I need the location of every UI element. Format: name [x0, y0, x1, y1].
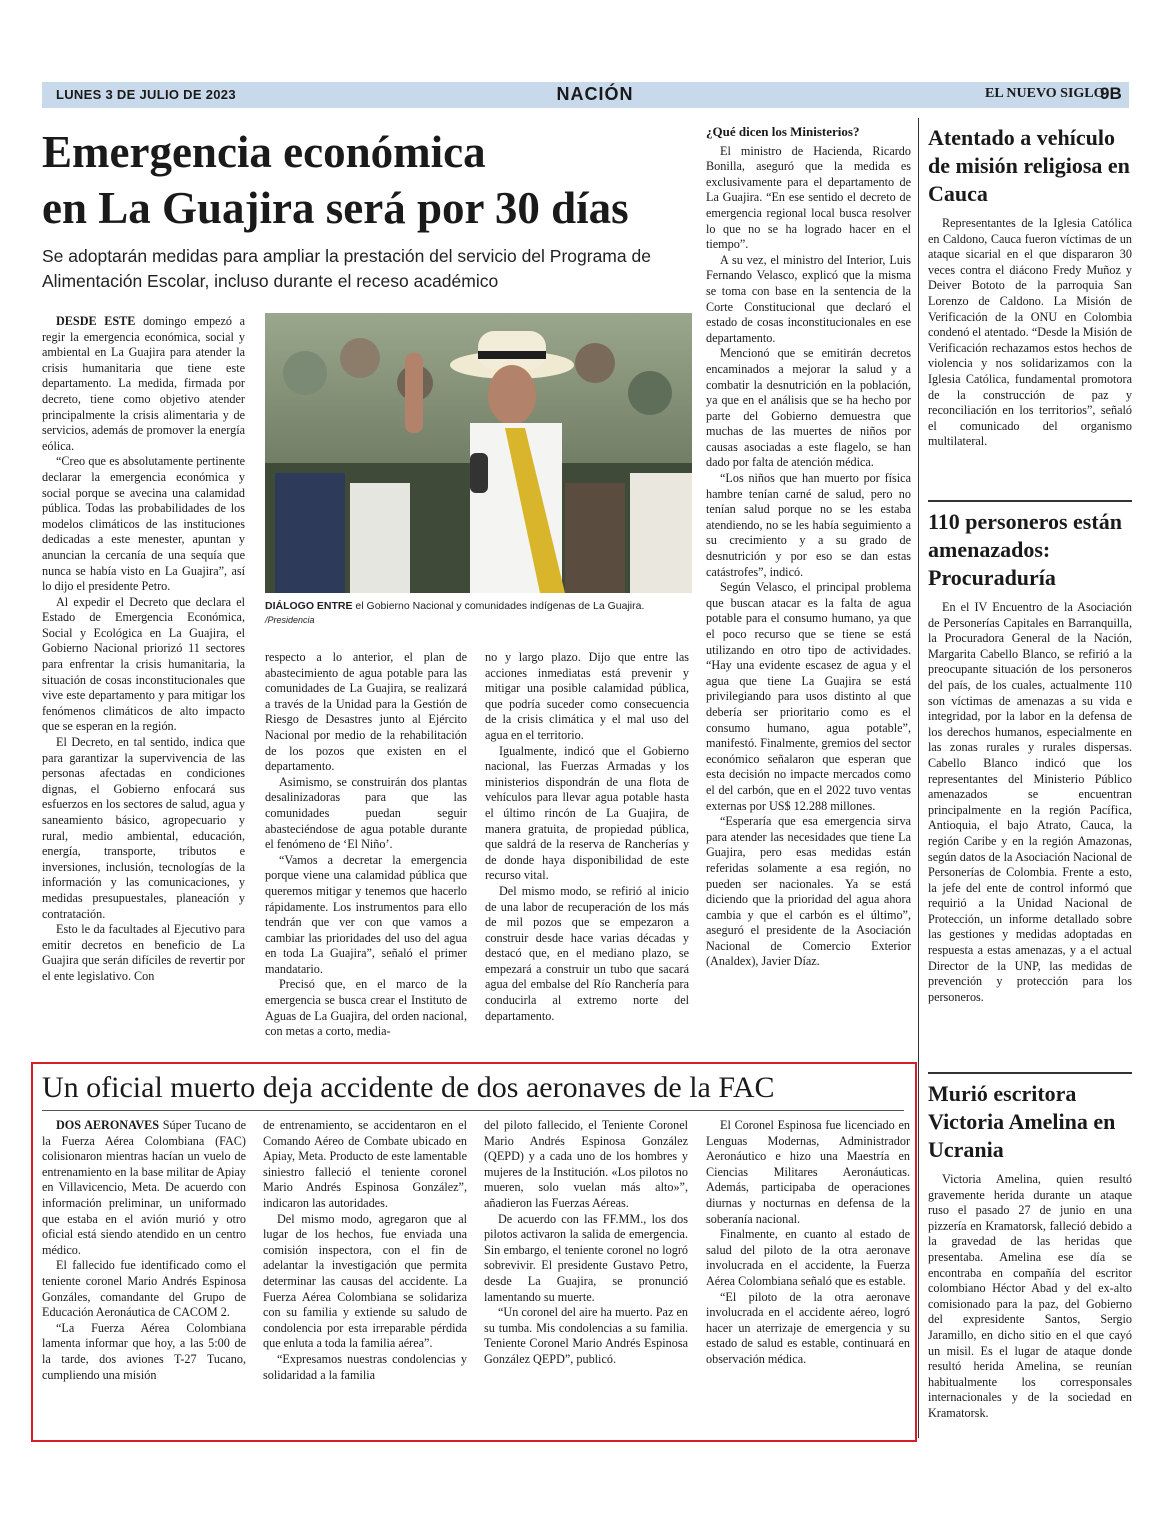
paragraph	[706, 814, 911, 970]
paragraph-text: El Coronel Espinosa fue licenciado en Lenguas Modernas, Administrador Aeronáutico e hizo una Maestría en Ciencias Militares Aeronáuticas. Además, participaba de operaciones diurnas y nocturnas en defensa de la soberanía nacional.	[706, 1118, 910, 1226]
paragraph-text: domingo empezó a regir la emergencia económica, social y ambiental en La Guajira para atender la crisis humanitaria que tiene este departamento. La medida, firmada por decreto, tiene como objetivo atender principalmente la crisis alimentaria y de servicios, además de promover la energía eólica.	[42, 314, 246, 453]
sidebar-separator-2	[928, 1072, 1132, 1074]
paragraph-text: Finalmente, en cuanto al estado de salud del piloto de la otra aeronave involucrada en el accidente, la Fuerza Aérea Colombiana señaló que es estable.	[706, 1227, 910, 1288]
paragraph	[42, 595, 245, 735]
paragraph-text: “Expresamos nuestras condolencias y solidaridad a la familia	[263, 1351, 467, 1382]
paragraph-text: Igualmente, indicó que el Gobierno nacional, las Fuerzas Armadas y los ministerios dispondrán de una flota de vehículos para llevar agua potable hasta el último rincón de La Guajira, de manera gratuita, de propiedad pública, que saldrá de la reserva de Rancherías y de donde haya disponibilidad de este recurso vital.	[485, 743, 689, 883]
paragraph-text: Asimismo, se construirán dos plantas desalinizadoras para que las comunidades puedan seguir abasteciéndose de agua potable durante el fenómeno de ‘El Niño’.	[265, 774, 467, 852]
paragraph	[265, 977, 467, 1039]
fac-headline-rule	[42, 1110, 904, 1111]
paragraph-text: “Esperaría que esa emergencia sirva para atender las necesidades que tiene La Guajira, pero esas medidas están referidas solamente a esa región, no pueden ser nacionales. Ya se está diciendo que la prioridad del agua ahora cambia y que el carbón es el último”, aseguró el presidente de la Asociación Nacional de Comercio Exterior (Analdex), Javier Díaz.	[706, 814, 911, 969]
page-number: 9B	[1100, 84, 1122, 103]
fac-article-column-1	[42, 1118, 246, 1383]
paragraph	[42, 735, 245, 922]
paragraph-text: del piloto fallecido, el Teniente Coronel Mario Andrés Espinosa González (QEPD) y a cada uno de los hombres y mujeres de la Institución. «Los pilotos no mueren, solo vuelan más alto»”, añadieron las Fuerzas Aéreas.	[484, 1118, 688, 1210]
paragraph	[265, 650, 467, 775]
paragraph	[42, 922, 245, 984]
paragraph	[265, 853, 467, 978]
caption-text: el Gobierno Nacional y comunidades indígenas de La Guajira.	[352, 600, 645, 612]
paragraph-text: El Decreto, en tal sentido, indica que para garantizar la supervivencia de las personas afectadas en condiciones dignas, el Gobierno enfocará sus esfuerzos en los sectores de salud, agua y saneamiento básico, agropecuario y rural, medio ambiental, educación, energía, transporte, tributos e inversiones, inclusión, tecnologías de la información y las comunicaciones, y medidas presupuestales, planeación y contratación.	[42, 735, 245, 921]
paragraph-text: Súper Tucano de la Fuerza Aérea Colombiana (FAC) colisionaron mientras hacían un vuelo de entrenamiento en la base militar de Apiay en Villavicencio, Meta. De acuerdo con información preliminar, un uniformado que estaba en el avión murió y otro oficial está siendo atendido en un centro médico.	[42, 1118, 246, 1257]
paragraph	[42, 1258, 246, 1320]
paragraph-text: “El piloto de la otra aeronave involucrada en el accidente aéreo, logró hacer un aterrizaje de emergencia y su estado de salud es estable, continuará en observación médica.	[706, 1289, 910, 1366]
paragraph	[263, 1352, 467, 1383]
paragraph-text: Precisó que, en el marco de la emergencia se busca crear el Instituto de Aguas de La Guajira, del orden nacional, con metas a corto, media-	[265, 977, 467, 1039]
fac-article-column-3	[484, 1118, 688, 1368]
main-headline-line1: Emergencia económica	[42, 127, 486, 177]
paragraph-text: Según Velasco, el principal problema que buscan atacar es la falta de agua potable para el consumo humano, ya que el poco recurso que se tiene se está utilizando en otro tipo de actividades. “Hay una evidente escasez de agua y el agua que tiene La Guajira se está privilegiando para usos distinto al que debería ser prioritario como es el consumo humano, agua potable”, manifestó. Finalmente, gremios del sector económico señalaron que esperan que esta decisión no impacte mercados como el del carbón, que en el 2022 tuvo ventas externas por US$ 12.288 millones.	[706, 580, 911, 813]
paragraph-text: Del mismo modo, se refirió al inicio de una labor de recuperación de los más de mil pozos que se empezaron a construir desde hace varias décadas y destacó que, en el mediano plazo, se empezará a construir un tubo que sacará agua del embalse del Río Ranchería para conducirla al extremo norte del departamento.	[485, 883, 689, 1023]
main-article-column-3	[485, 650, 689, 1024]
caption-lead: DIÁLOGO ENTRE	[265, 600, 353, 612]
paragraph	[42, 314, 245, 454]
sidebar-story-3-headline: Murió escritora Victoria Amelina en Ucrania	[928, 1081, 1116, 1162]
paragraph	[42, 454, 245, 594]
main-article-column-1	[42, 314, 245, 985]
paragraph	[706, 1118, 910, 1227]
paragraph	[263, 1212, 467, 1352]
paragraph	[485, 744, 689, 884]
paragraph	[706, 144, 911, 253]
paragraph	[706, 346, 911, 471]
photo-credit: /Presidencia	[265, 615, 315, 625]
main-deck: Se adoptarán medidas para ampliar la prestación del servicio del Programa de Alimentación Escolar, incluso durante el receso académico	[42, 246, 651, 291]
fac-headline: Un oficial muerto deja accidente de dos aeronaves de la FAC	[42, 1071, 775, 1104]
ministries-subhead: ¿Qué dicen los Ministerios?	[706, 124, 860, 139]
paragraph-text: El ministro de Hacienda, Ricardo Bonilla, aseguró que la medida es exclusivamente para el departamento de La Guajira. “En ese sentido el decreto de emergencia regional local busca resolver lo que no se ha logrado hacer en el tiempo”.	[706, 143, 911, 252]
sidebar-story-2-headline: 110 personeros están amenazados: Procuraduría	[928, 509, 1122, 590]
sidebar-separator-1	[928, 500, 1132, 502]
sidebar-story-1-text: Representantes de la Iglesia Católica en Caldono, Cauca fueron víctimas de un ataque sicarial en el que dispararon 30 veces contra el diácono Fredy Muñoz y Deiver Bototo de la parroquia San Lorenzo de Caldono. La Misión de Verificación de la ONU en Colombia condenó el atentado. “Desde la Misión de Verificación rechazamos estos hechos de violencia y nos solidarizamos con la Iglesia Católica, fundamental promotora de la construcción de paz y reconciliación en los territorios”, señaló el comunicado del organismo multilateral.	[928, 216, 1132, 449]
main-article-column-4-body	[706, 144, 911, 970]
paragraph-text: “La Fuerza Aérea Colombiana lamenta informar que hoy, a las 5:00 de la tarde, dos aviones T-27 Tucano, cumpliendo una misión	[42, 1320, 246, 1382]
paragraph	[706, 253, 911, 347]
paragraph-text: “Los niños que han muerto por física hambre tenían carné de salud, pero no tenían salud porque no se les estaba atendiendo, no se les había seguimiento a su crecimiento y a su grado de desnutrición y por eso se dan estas catástrofes”, indicó.	[706, 471, 911, 579]
paragraph-text: “Un coronel del aire ha muerto. Paz en su tumba. Mis condolencias a su familia. Teniente Coronel Mario Andrés Espinosa González QEPD”, publicó.	[484, 1305, 688, 1366]
paragraph	[484, 1118, 688, 1212]
sidebar-story-2	[928, 508, 1132, 1005]
paragraph-text: “Creo que es absolutamente pertinente declarar la emergencia económica y social porque se avecina una calamidad pública. Todas las probabilidades de los modelos climáticos de las instituciones dedicadas a este menester, apuntan y anuncian la cercanía de una sequía que nunca se había visto en La Guajira”, así lo dijo el presidente Petro.	[42, 454, 245, 594]
paragraph-text: Al expedir el Decreto que declara el Estado de Emergencia Económica, Social y Ecológica en La Guajira, el Gobierno Nacional priorizó 11 sectores para enfrentar la crisis humanitaria, la situación de cosas inconstitucionales que vive este departamento y para mitigar los fenómenos climáticos de alto impacto que se esperan en la región.	[42, 594, 245, 734]
paragraph	[42, 1118, 246, 1258]
sidebar-story-1	[928, 124, 1132, 450]
paragraph	[706, 471, 911, 580]
paragraph	[485, 884, 689, 1024]
paragraph-text: respecto a lo anterior, el plan de abastecimiento de agua potable para las comunidades de La Guajira, se realizará a través de la Unidad para la Gestión de Riesgo de Desastres junto al Ejército Nacional por medio de la rehabilitación de los pozos que existen en el departamento.	[265, 650, 467, 774]
photo-illustration	[265, 313, 692, 593]
paragraph-text: Esto le da facultades al Ejecutivo para emitir decretos en beneficio de La Guajira que serán difíciles de revertir por el ente legislativo. Con	[42, 922, 245, 983]
paragraph-text: Mencionó que se emitirán decretos encaminados a mejorar la salud y a combatir la desnutrición en la población, ya que en el análisis que se ha hecho por parte del Gobierno demuestra que muchas de las muertes de niños por causas asociadas a este flagelo, se han dado por falta de atención médica.	[706, 346, 911, 470]
sidebar-story-3-text: Victoria Amelina, quien resultó gravemente herida durante un ataque ruso el pasado 27 de junio en una pizzería en Kramatorsk, falleció debido a la gravedad de las heridas que presentaba. Amelina ese día se encontraba en compañía del escritor colombiano Héctor Abad y del ex-alto comisionado para la paz, del Gobierno del expresidente Santos, Sergio Jaramillo, en dicho sitio en el que cayó un misil. Es el lugar de ataque donde resultó herida Amelina, se reunían habitualmente los corresponsales internacionales y de la sociedad en Kramatorsk.	[928, 1172, 1132, 1420]
fac-article-column-4	[706, 1118, 910, 1368]
lead-in: DOS AERONAVES	[56, 1118, 160, 1132]
sidebar-story-2-text: En el IV Encuentro de la Asociación de Personerías Capitales en Barranquilla, la Procuradora General de la Nación, Margarita Cabello Blanco, se refirió a la preocupante situación de los personeros del país, de los cuales, actualmente 110 son víctimas de amenazas a su vida e integridad, por la labor en la defensa de los derechos humanos, especialmente en las zonas rurales y rurales dispersas. Cabello Blanco indicó que los representantes del Ministerio Público amenazados se encuentran principalmente en la región Pacífica, Antioquia, el bajo Atrato, Cauca, la región Caribe y en la región Amazonas, según datos de la Asociación Nacional de Personerías de Colombia. Frente a esto, la jefe del ente de control informó que requirió a la Unidad Nacional de Protección, un informe detallado sobre las gestiones y medidas adoptadas en respuesta a estas amenazas, y a el actual Director de la UNP, las medidas de prevención y protección para los personeros.	[928, 600, 1132, 1004]
newspaper-brand: EL NUEVO SIGLO	[985, 86, 1105, 101]
issue-date: LUNES 3 DE JULIO DE 2023	[56, 87, 236, 102]
sidebar-story-3	[928, 1080, 1132, 1422]
main-headline	[42, 124, 702, 236]
lead-in: DESDE ESTE	[56, 314, 136, 328]
paragraph	[265, 775, 467, 853]
fac-article-column-2	[263, 1118, 467, 1383]
paragraph-text: Del mismo modo, agregaron que al lugar de los hechos, fue enviada una comisión inspectora, con el fin de adelantar la investigación que permita determinar las causas del accidente. La Fuerza Aérea Colombiana se solidariza con su familia y extiende su saludo de condolencia por esta irreparable pérdida que enluta a toda la familia aérea”.	[263, 1211, 467, 1351]
paragraph	[706, 580, 911, 814]
sidebar-divider	[918, 118, 919, 1438]
paragraph	[484, 1305, 688, 1367]
paragraph	[484, 1212, 688, 1306]
main-article-column-2	[265, 650, 467, 1040]
paragraph	[485, 650, 689, 744]
paragraph-text: de entrenamiento, se accidentaron en el Comando Aéreo de Combate ubicado en Apiay, Meta. Producto de este lamentable siniestro falleció el teniente coronel Mario Andrés Espinosa González”, indicaron las autoridades.	[263, 1118, 467, 1210]
paragraph-text: A su vez, el ministro del Interior, Luis Fernando Velasco, explicó que la misma se toma con base en la sentencia de la Corte Constitucional que declaró el estado de cosas inconstitucionales en ese departamento.	[706, 252, 911, 345]
main-article-column-4	[706, 124, 911, 970]
paragraph-text: De acuerdo con las FF.MM., los dos pilotos activaron la salida de emergencia. Sin embargo, el teniente coronel no logró sobrevivir. El presidente Gustavo Petro, desde La Guajira, se pronunció lamentando su muerte.	[484, 1211, 688, 1304]
paragraph-text: “Vamos a decretar la emergencia porque viene una calamidad pública que queremos mitigar y tenemos que hacerlo rápidamente. Los instrumentos para ello tendrán que ver con que vamos a cambiar las prioridades del uso del agua en toda La Guajira”, señaló el primer mandatario.	[265, 852, 467, 976]
section-name: NACIÓN	[556, 84, 634, 104]
sidebar-story-1-headline: Atentado a vehículo de misión religiosa en Cauca	[928, 125, 1130, 206]
paragraph-text: no y largo plazo. Dijo que entre las acciones inmediatas está prevenir y mitigar una posible calamidad pública, que podría suceder como consecuencia de la crisis climática y el mal uso del agua en el territorio.	[485, 650, 689, 742]
paragraph	[42, 1321, 246, 1383]
paragraph-text: El fallecido fue identificado como el teniente coronel Mario Andrés Espinosa Gonzáles, comandante del Grupo de Educación Aeronáutica de CACOM 2.	[42, 1258, 246, 1320]
paragraph	[706, 1290, 910, 1368]
main-headline-line2: en La Guajira será por 30 días	[42, 183, 629, 233]
article-photo	[265, 313, 692, 593]
paragraph	[263, 1118, 467, 1212]
paragraph	[706, 1227, 910, 1289]
photo-caption	[265, 599, 692, 627]
